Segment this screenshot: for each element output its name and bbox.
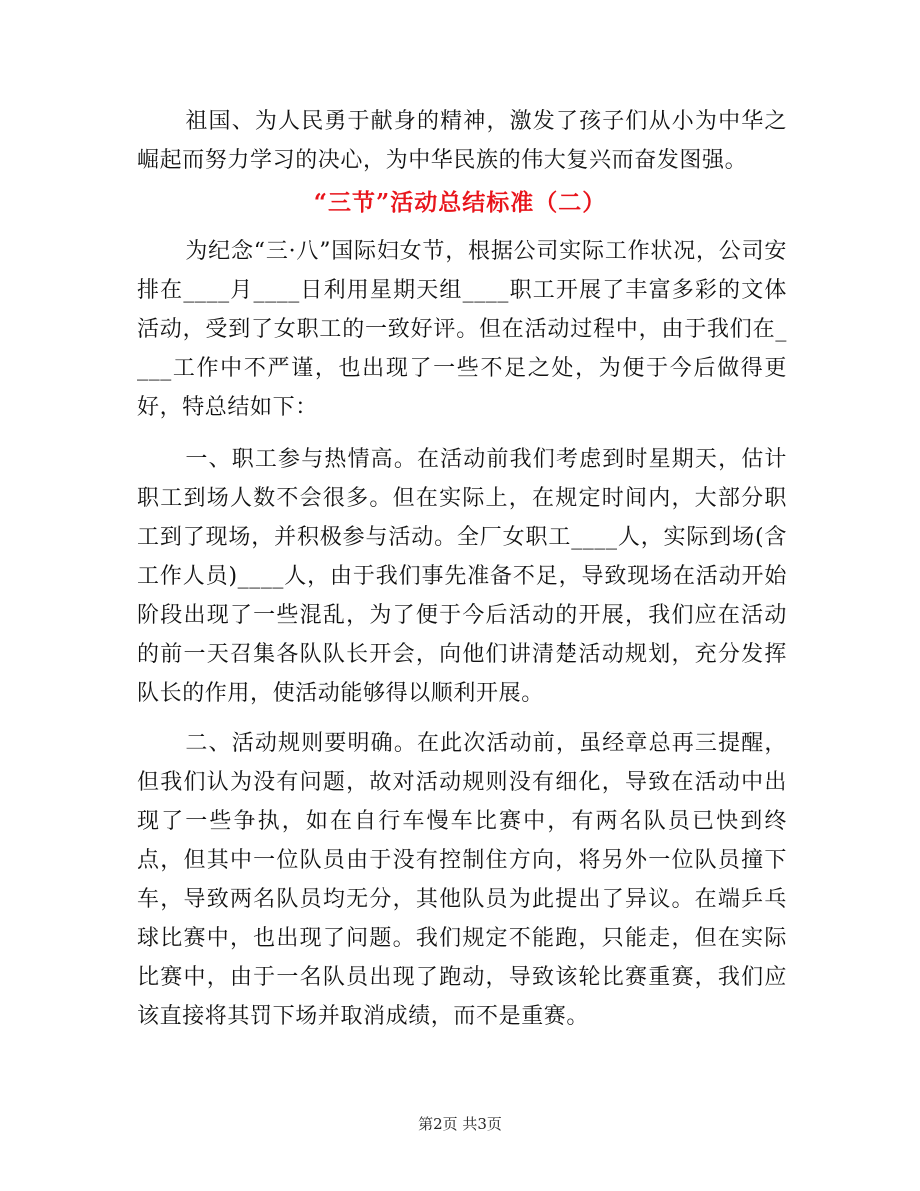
paragraph-point-two: 二、活动规则要明确。在此次活动前，虽经章总再三提醒，但我们认为没有问题，故对活动规则没有细化，导致在活动中出现了一些争执，如在自行车慢车比赛中，有两名队员已快到终点，但其中一位队员由于没有控制住方向，将另外一位队员撞下车，导致两名队员均无分，其他队员为此提出了异议。在端乒乓球比赛中，也出现了问题。我们规定不能跑，只能走，但在实际比赛中，由于一名队员出现了跑动，导致该轮比赛重赛，我们应该直接将其罚下场并取消成绩，而不是重赛。	[137, 731, 787, 1029]
paragraph-intro: 为纪念“三·八”国际妇女节，根据公司实际工作状况，公司安排在____月____日利用星期天组____职工开展了丰富多彩的文体活动，受到了女职工的一致好评。但在活动过程中，由于我们在____工作中不严谨，也出现了一些不足之处，为便于今后做得更好，特总结如下：	[137, 239, 787, 420]
paragraph-point-one: 一、职工参与热情高。在活动前我们考虑到时星期天，估计职工到场人数不会很多。但在实际上，在规定时间内，大部分职工到了现场，并积极参与活动。全厂女职工____人，实际到场(含工作人员)____人，由于我们事先准备不足，导致现场在活动开始阶段出现了一些混乱，为了便于今后活动的开展，我们应在活动的前一天召集各队队长开会，向他们讲清楚活动规划，充分发挥队长的作用，使活动能够得以顺利开展。	[137, 447, 787, 706]
section-title: “三节”活动总结标准（二）	[313, 189, 607, 216]
page-number-footer: 第2页 共3页	[418, 1115, 502, 1133]
continuation-paragraph: 祖国、为人民勇于献身的精神，激发了孩子们从小为中华之崛起而努力学习的决心，为中华民族的伟大复兴而奋发图强。	[137, 109, 787, 173]
